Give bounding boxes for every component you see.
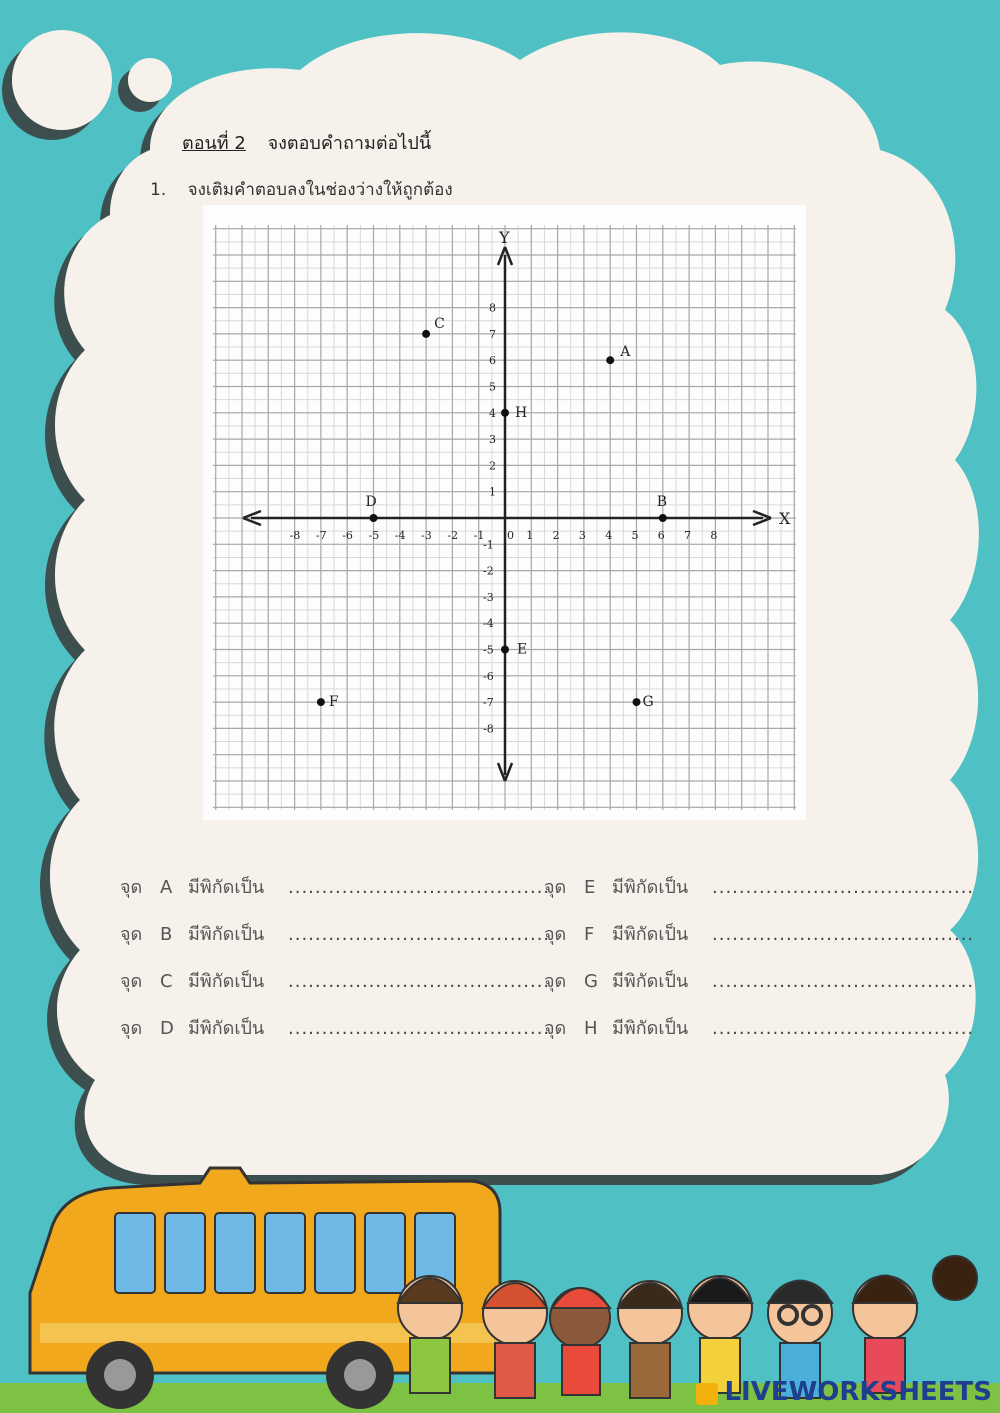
y-tick-label: 4 <box>489 406 496 420</box>
y-tick-label: 3 <box>489 433 496 447</box>
point-label-b: B <box>656 494 668 510</box>
coordinate-phrase: มีพิกัดเป็น <box>188 971 265 992</box>
y-tick-label: 7 <box>489 327 496 341</box>
coordinate-phrase: มีพิกัดเป็น <box>188 877 265 898</box>
point-label-h: H <box>515 404 528 421</box>
answer-blank[interactable]: ....................................... <box>712 877 975 898</box>
x-tick-label: 8 <box>710 529 718 542</box>
y-tick-label: -1 <box>483 538 494 552</box>
y-tick-label: -5 <box>483 643 494 657</box>
point-e <box>501 646 509 654</box>
x-tick-label: 1 <box>526 529 534 542</box>
x-tick-label: 2 <box>552 529 560 542</box>
answer-row-a <box>120 872 550 901</box>
point-letter: E <box>584 877 596 898</box>
answer-row-b <box>120 919 550 948</box>
point-word: จุด <box>120 971 143 992</box>
point-label-c: C <box>434 315 445 332</box>
point-word: จุด <box>544 1018 567 1039</box>
coordinate-phrase: มีพิกัดเป็น <box>612 971 689 992</box>
coordinate-plane <box>203 205 806 820</box>
point-letter: C <box>160 971 173 992</box>
answer-row-e <box>544 872 974 901</box>
x-tick-label: -4 <box>394 529 406 542</box>
coordinate-phrase: มีพิกัดเป็น <box>188 1018 265 1039</box>
x-tick-label: -6 <box>342 529 353 542</box>
coordinate-phrase: มีพิกัดเป็น <box>612 924 689 945</box>
y-tick-label: 6 <box>489 354 496 368</box>
liveworksheets-logo-icon <box>696 1383 718 1405</box>
point-d <box>370 514 378 522</box>
coordinate-phrase: มีพิกัดเป็น <box>612 877 689 898</box>
y-tick-label: -4 <box>483 617 494 631</box>
point-h <box>501 409 509 417</box>
y-tick-label: -6 <box>483 669 494 683</box>
answer-blank[interactable]: ....................................... <box>288 924 551 945</box>
x-tick-label: -1 <box>473 529 485 542</box>
answer-blank[interactable]: ....................................... <box>288 1018 551 1039</box>
point-word: จุด <box>544 924 567 945</box>
x-tick-label: 7 <box>684 529 692 542</box>
question-1 <box>150 176 453 203</box>
x-tick-label: 0 <box>507 529 514 542</box>
point-label-g: G <box>642 694 654 711</box>
point-word: จุด <box>120 1018 143 1039</box>
point-label-d: D <box>365 494 377 510</box>
x-tick-label: -3 <box>421 529 432 542</box>
x-axis-label: X <box>779 509 791 528</box>
answer-row-c <box>120 966 550 995</box>
coordinate-phrase: มีพิกัดเป็น <box>188 924 265 945</box>
point-a <box>606 356 614 364</box>
point-c <box>422 330 430 338</box>
point-label-f: F <box>328 694 339 711</box>
answer-blank[interactable]: ....................................... <box>712 971 975 992</box>
y-tick-label: -2 <box>483 564 494 578</box>
point-word: จุด <box>120 924 143 945</box>
y-tick-label: 1 <box>489 485 496 499</box>
point-letter: B <box>160 924 173 945</box>
y-tick-label: 2 <box>489 459 496 473</box>
point-b <box>659 514 667 522</box>
coordinate-plane-panel <box>203 205 806 820</box>
point-label-a: A <box>620 344 631 361</box>
answer-blank[interactable]: ....................................... <box>712 924 975 945</box>
point-letter: A <box>160 877 173 898</box>
answer-blank[interactable]: ....................................... <box>288 971 551 992</box>
instruction-text: จงตอบคำถามต่อไปนี้ <box>267 133 432 154</box>
point-letter: D <box>160 1018 174 1039</box>
question-text: จงเติมคำตอบลงในช่องว่างให้ถูกต้อง <box>187 180 453 200</box>
y-tick-label: -3 <box>483 590 494 604</box>
y-tick-label: 8 <box>489 301 496 315</box>
point-letter: H <box>584 1018 598 1039</box>
answer-row-h <box>544 1013 974 1042</box>
x-tick-label: -8 <box>289 529 301 542</box>
point-word: จุด <box>544 877 567 898</box>
y-axis-label: Y <box>499 228 510 247</box>
y-tick-label: -8 <box>483 722 494 736</box>
x-tick-label: -2 <box>447 529 459 542</box>
x-tick-label: -5 <box>368 529 380 542</box>
point-letter: F <box>584 924 595 945</box>
brand-watermark[interactable]: LIVEWORKSHEETS <box>724 1377 992 1407</box>
x-tick-label: 6 <box>657 529 665 542</box>
answer-row-g <box>544 966 974 995</box>
point-word: จุด <box>120 877 143 898</box>
y-tick-label: -7 <box>483 696 494 710</box>
y-tick-label: 5 <box>489 380 496 394</box>
bus-and-kids-illustration <box>0 1083 1000 1413</box>
answer-row-d <box>120 1013 550 1042</box>
part-label: ตอนที่ 2 <box>182 133 246 154</box>
answer-blank[interactable]: ....................................... <box>712 1018 975 1039</box>
question-number: 1. <box>150 180 167 200</box>
point-g <box>633 698 641 706</box>
answer-blank[interactable]: ....................................... <box>288 877 551 898</box>
point-letter: G <box>584 971 598 992</box>
point-f <box>317 698 325 706</box>
point-label-e: E <box>517 641 528 658</box>
x-tick-label: 5 <box>631 529 639 542</box>
coordinate-phrase: มีพิกัดเป็น <box>612 1018 689 1039</box>
x-tick-label: 4 <box>605 529 613 542</box>
point-word: จุด <box>544 971 567 992</box>
answer-row-f <box>544 919 974 948</box>
x-tick-label: -7 <box>315 529 327 542</box>
x-tick-label: 3 <box>578 529 586 542</box>
section-heading <box>182 128 431 157</box>
